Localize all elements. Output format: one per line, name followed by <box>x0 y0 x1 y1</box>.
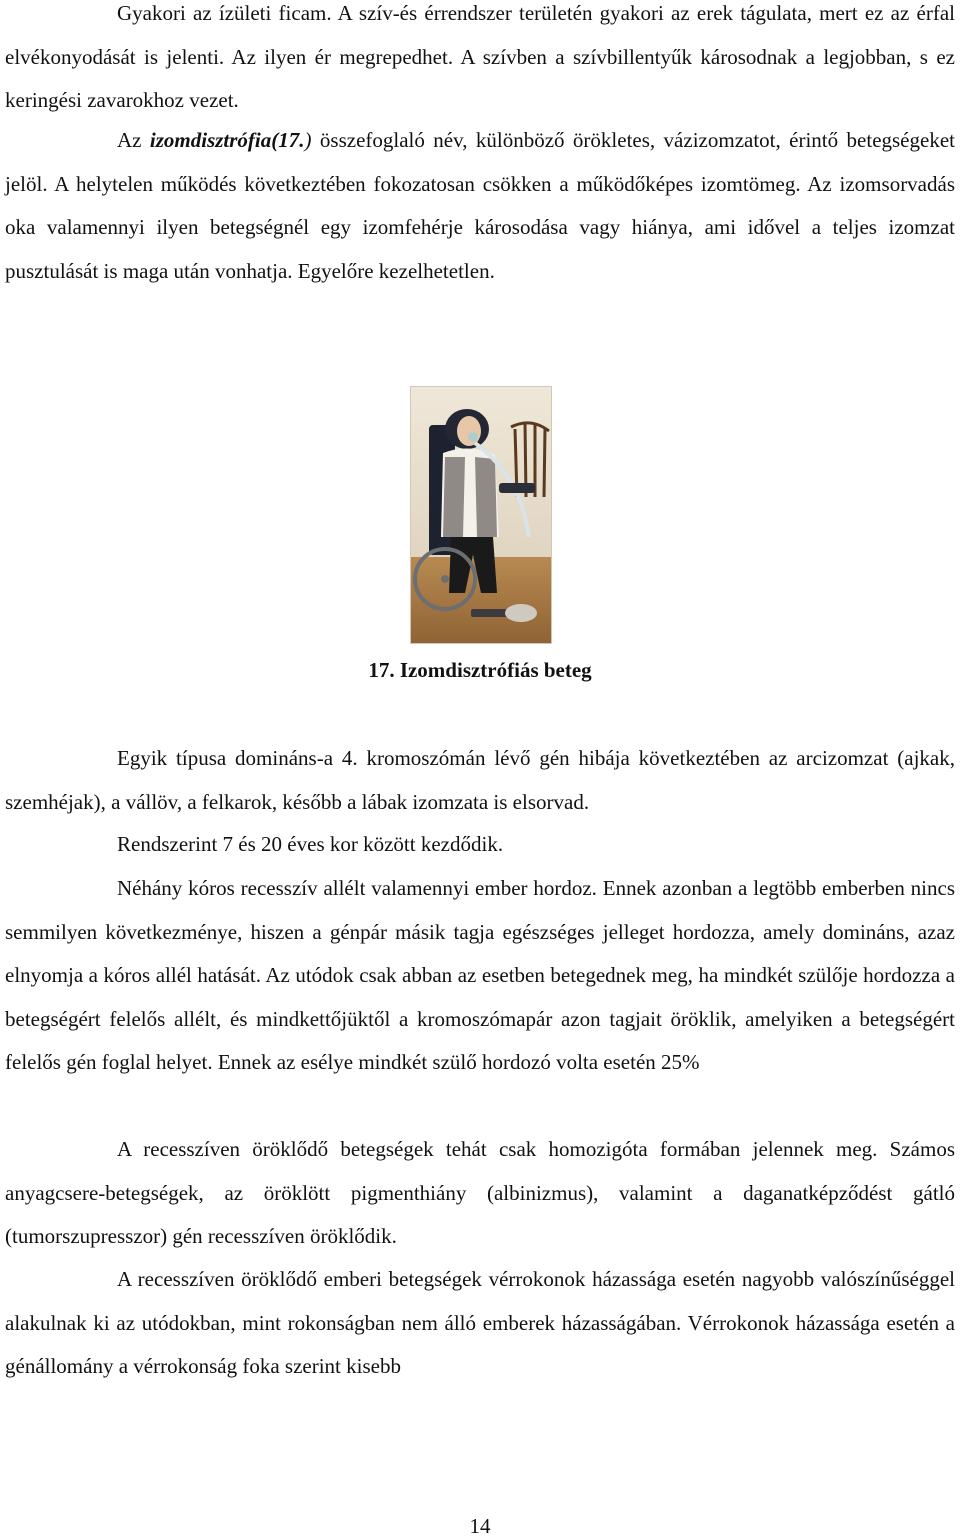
page-number: 14 <box>469 1514 491 1538</box>
paragraph-muscular-dystrophy <box>5 119 955 293</box>
term-muscular-dystrophy: izomdisztrófia(17. <box>149 128 305 152</box>
patient-photo-illustration <box>411 387 551 643</box>
paragraph-recessive-alleles: Néhány kóros recesszív allélt valamennyi ember hordoz. Ennek azonban a legtöbb emberben nincs semmilyen következménye, hiszen a génpár másik tagja egészséges jelleget hordozza, amely domináns, azaz elnyomja a kóros allél hatását. Az utódok csak abban az esetben betegednek meg, ha mindkét szülője hordozza a betegségért felelős allélt, és mindkettőjüktől a kromoszómapár azon tagjait öröklik, amelyiken a betegségért felelős gén foglal helyet. Ennek az esélye mindkét szülő hordozó volta esetén 25% <box>5 876 955 1074</box>
paragraph-joint-vascular: Gyakori az ízületi ficam. A szív-és érrendszer területén gyakori az erek tágulata, mert ez az érfal elvékonyodását is jelenti. Az ilyen ér megrepedhet. A szívben a szívbillentyűk károsodnak a legjobban, s ez keringési zavarokhoz vezet. <box>5 1 955 112</box>
paragraph-recessive-diseases: A recesszíven öröklődő betegségek tehát csak homozigóta formában jelennek meg. Számos anyagcsere-betegségek, az öröklött pigmenthiány (albinizmus), valamint a daganatképződést gátló (tumorszupresszor) gén recesszíven öröklődik. <box>5 1137 955 1248</box>
figure-caption: 17. Izomdisztrófiás beteg <box>368 658 592 682</box>
paragraph-onset-age: Rendszerint 7 és 20 éves kor között kezdődik. <box>117 832 504 856</box>
paragraph-prefix: Az <box>117 128 150 152</box>
paragraph-body: összefoglaló név, különböző örökletes, vázizomzatot, érintő betegségeket jelöl. A helytelen működés következtében fokozatosan csökken a működőképes izomtömeg. Az izomsorvadás oka valamennyi ilyen betegségnél egy izomfehérje károsodása vagy hiánya, ami idővel a teljes izomzat pusztulását is maga után vonhatja. Egyelőre kezelhetetlen. <box>5 128 955 283</box>
paragraph-consanguinity: A recesszíven öröklődő emberi betegségek vérrokonok házassága esetén nagyobb valószínűséggel alakulnak ki az utódokban, mint rokonságban nem álló emberek házasságában. Vérrokonok házassága esetén a génállomány a vérrokonság foka szerint kisebb <box>5 1267 955 1378</box>
term-paren: ) <box>304 128 312 152</box>
figure-photo-patient-wheelchair <box>410 386 552 644</box>
paragraph-dominant-type: Egyik típusa domináns-a 4. kromoszómán lévő gén hibája következtében az arcizomzat (ajkak, szemhéjak), a vállöv, a felkarok, később a lábak izomzata is elsorvad. <box>5 746 955 814</box>
